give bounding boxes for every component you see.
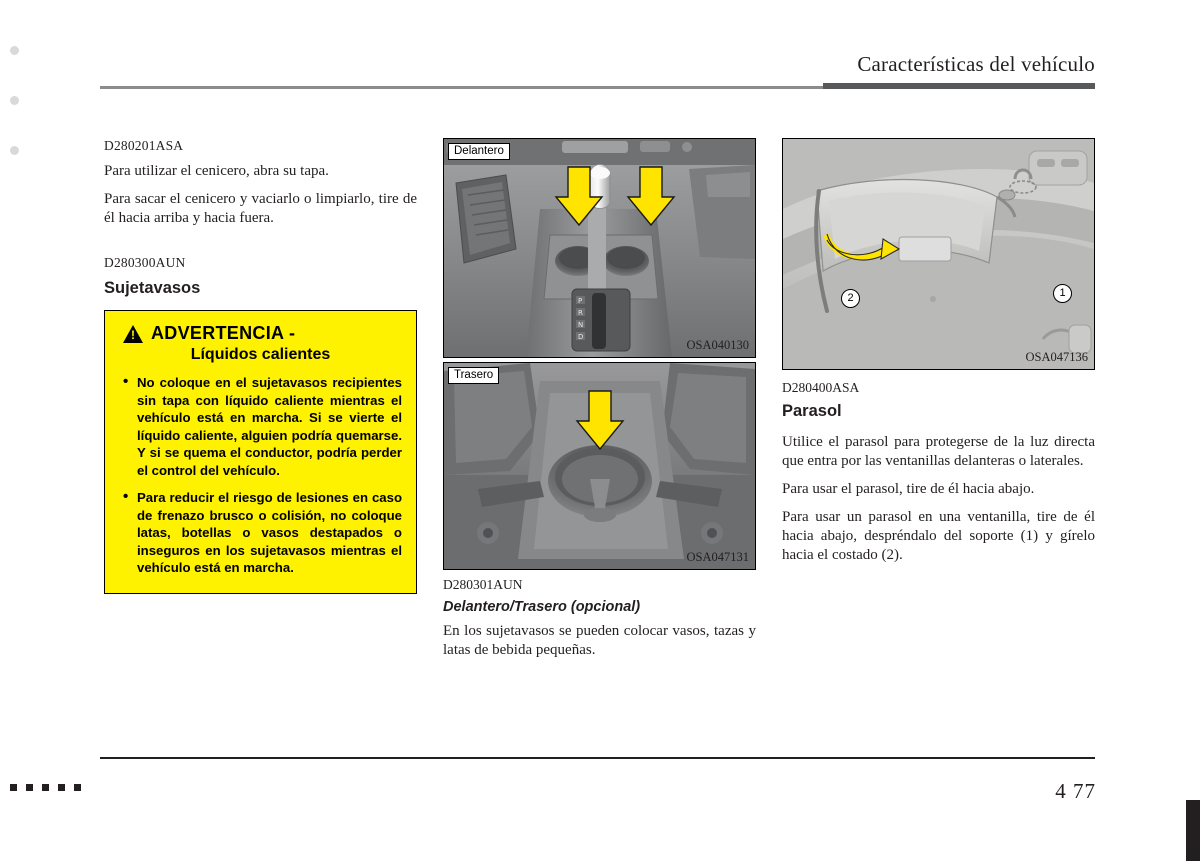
ashtray-para-2: Para sacar el cenicero y vaciarlo o limpiarlo, tire de él hacia arriba y hacia fuera. (104, 191, 417, 226)
section-title-cupholder: Sujetavasos (104, 279, 201, 297)
subtitle-front-rear-optional: Delantero/Trasero (opcional) (443, 599, 641, 615)
page-title: Características del vehículo (857, 52, 1095, 76)
warning-title: ADVERTENCIA - (151, 323, 296, 343)
figure-front-cupholder (443, 138, 756, 358)
figure-label-rear: Trasero (448, 367, 499, 384)
header-rule-right (823, 83, 1095, 89)
warning-item: • No coloque en el sujetavasos recipientes sin tapa con líquido caliente mientras el vehículo está en marcha. Si se vierte el líquido caliente, alguien podría quemarse. Y si se quema el conductor, podría perder el control del vehículo. (137, 374, 402, 479)
section-title-visor: Parasol (782, 402, 842, 420)
edge-dot-marks (0, 784, 96, 792)
warning-item: • Para reducir el riesgo de lesiones en caso de frenazo brusco o colisión, no coloque latas, botellas o vasos destapados o inseguros en los sujetavasos mientras el vehículo está en marcha. (137, 489, 402, 577)
figure-label-front: Delantero (448, 143, 510, 160)
svg-text:N: N (578, 321, 584, 329)
svg-text:P: P (578, 297, 583, 305)
front-console-illustration (444, 139, 755, 357)
edge-tab-mark (1186, 800, 1200, 861)
page-header (100, 52, 1095, 92)
page-number: 4 77 (1055, 779, 1096, 803)
figure-caption-visor: OSA047136 (1025, 350, 1088, 364)
figure-rear-cupholder (443, 362, 756, 570)
visor-para-2: Para usar el parasol, tire de él hacia abajo. (782, 481, 1035, 497)
warning-subtitle: Líquidos calientes (190, 346, 331, 363)
reference-code-ashtray: D280201ASA (104, 138, 184, 153)
sun-visor-illustration (783, 139, 1094, 369)
reference-code-visor: D280400ASA (782, 380, 860, 395)
middle-column (443, 138, 756, 660)
left-column (104, 138, 417, 594)
warning-list (119, 374, 402, 577)
reference-code-cupholder-front-rear: D280301AUN (443, 577, 523, 592)
rear-console-illustration (444, 363, 755, 569)
warning-header (119, 323, 402, 344)
ashtray-para-1: Para utilizar el cenicero, abra su tapa. (104, 163, 329, 179)
warning-triangle-icon (123, 325, 143, 343)
header-rule-left (100, 86, 823, 89)
callout-2: 2 (841, 289, 860, 308)
visor-para-3: Para usar un parasol en una ventanilla, tire de él hacia abajo, despréndalo del soporte (1) y gírelo hacia el costado (2). (782, 509, 1095, 563)
reference-code-cupholder: D280300AUN (104, 255, 186, 270)
svg-text:R: R (578, 309, 583, 317)
figure-caption-rear: OSA047131 (686, 550, 749, 564)
right-column (782, 138, 1095, 565)
callout-1: 1 (1053, 284, 1072, 303)
visor-para-1: Utilice el parasol para protegerse de la luz directa que entra por las ventanillas delanteras o laterales. (782, 434, 1095, 469)
footer-rule (100, 757, 1095, 759)
svg-text:D: D (578, 333, 584, 341)
figure-caption-front: OSA040130 (686, 338, 749, 352)
cupholder-description: En los sujetavasos se pueden colocar vasos, tazas y latas de bebida pequeñas. (443, 623, 756, 658)
figure-sun-visor (782, 138, 1095, 370)
warning-box (104, 310, 417, 594)
